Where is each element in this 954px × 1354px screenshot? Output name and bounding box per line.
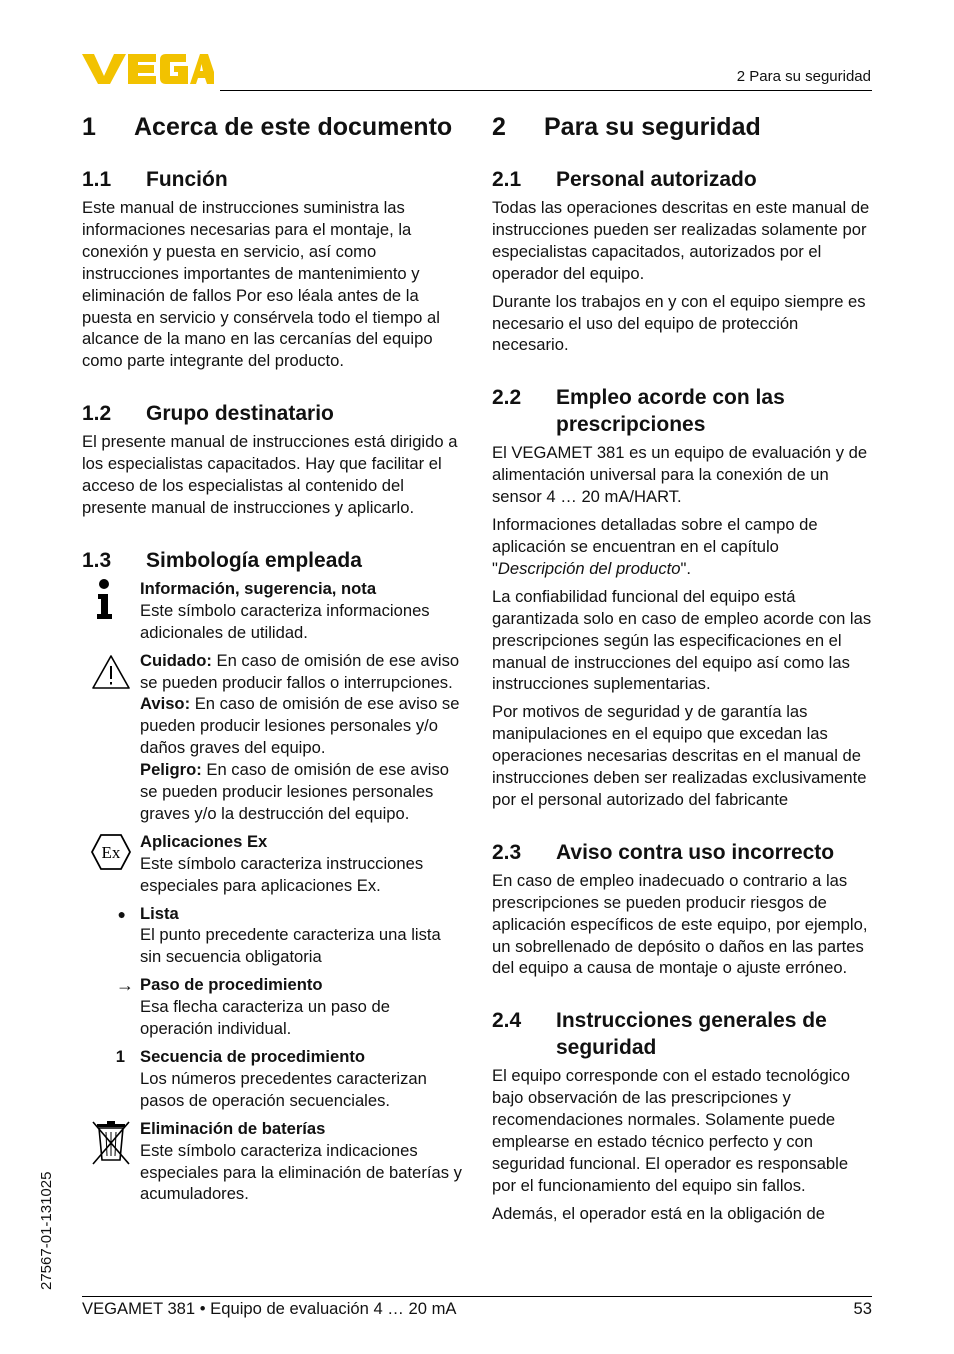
section-2-3-heading: 2.3 Aviso contra uso incorrecto (492, 840, 835, 864)
warning-triangle-icon (91, 654, 131, 690)
footer-rule (82, 1296, 872, 1297)
svg-text:Ex: Ex (101, 842, 121, 862)
section-2-4: 2.4 Instrucciones generales de seguridad El equipo corresponde con el estado tecnológico bajo observación de las prescripciones y recomendaciones normales. Solamente puede emplearse en estado técnico perfecto y con seguridad funcional. El operador es responsable por el funcionamiento del equipo sin fallos. Además, el operador está en la obligación de (492, 1007, 876, 1224)
section-1-3 (82, 547, 466, 1205)
crossed-bin-icon (91, 1120, 131, 1166)
ex-hexagon-icon (90, 833, 132, 871)
section-2-4-heading: 2.4 Instrucciones generales de seguridad (492, 1009, 827, 1060)
section-1-1 (82, 166, 466, 372)
footer-product-title: VEGAMET 381 • Equipo de evaluación 4 … 20 mA (82, 1299, 457, 1318)
section-1-1-text: Este manual de instrucciones suministra las informaciones necesarias para el montaje, la conexión y puesta en servicio, así como instrucciones importantes de mantenimiento y eliminación de fallos Por eso léala antes de la puesta en servicio y consérvela todo el tiempo al alcance de la mano en las cercanías del equipo como parte integrante del producto. (82, 198, 440, 371)
section-1-2 (82, 400, 466, 519)
section-1-2-text: El presente manual de instrucciones está dirigido a los especialistas capacitados. Hay que facilitar el acceso de los especialistas al contenido del presente manual de instrucciones y aplicarlo. (82, 432, 458, 517)
symbol-list: ● Lista El punto precedente caracteriza una lista sin secuencia obligatoria (82, 903, 466, 969)
left-column (82, 112, 466, 1211)
vega-logo (80, 50, 214, 86)
page-number: 53 (853, 1299, 872, 1318)
section-2-2-heading: 2.2 Empleo acorde con las prescripciones (492, 386, 785, 437)
chapter-2-heading: 2 Para su seguridad (492, 113, 761, 141)
product-description-reference: Informaciones detalladas sobre el campo de aplicación se encuentran en el capítulo "Descripción del producto". (492, 515, 818, 578)
symbol-sequence: 1 Secuencia de procedimiento Los números precedentes caracterizan pasos de operación secuenciales. (82, 1046, 466, 1112)
section-2-1-heading: 2.1 Personal autorizado (492, 168, 757, 191)
sequence-number-marker: 1 (115, 1047, 125, 1066)
symbol-info: Información, sugerencia, nota Este símbolo caracteriza informaciones adicionales de utilidad. (82, 578, 466, 644)
symbol-battery: Eliminación de baterías Este símbolo caracteriza indicaciones especiales para la eliminación de baterías y acumuladores. (82, 1118, 466, 1206)
symbol-ex: Ex Aplicaciones Ex Este símbolo caracteriza instrucciones especiales para aplicaciones Ex. (82, 831, 466, 897)
chapter-1-heading: 1 Acerca de este documento (82, 113, 453, 141)
section-1-2-heading: 1.2 Grupo destinatario (82, 402, 334, 426)
symbol-warning: Cuidado: En caso de omisión de ese aviso se pueden producir fallos o interrupciones. Aviso: En caso de omisión de ese aviso se pueden producir lesiones personales y/o daños graves del equipo. Peligro: En caso de omisión de ese aviso se pueden producir lesiones personales graves y/o la destrucción del equipo. (82, 650, 466, 825)
bullet-icon: ● (117, 905, 126, 922)
section-2-1: 2.1 Personal autorizado Todas las operaciones descritas en este manual de instrucciones pueden ser realizadas solamente por especialistas capacitados, autorizados por el operador del equipo. Durante los trabajos en y con el equipo siempre es necesario el uso del equipo de protección necesario. (492, 166, 876, 356)
section-2-2: 2.2 Empleo acorde con las prescripciones El VEGAMET 381 es un equipo de evaluación y de alimentación universal para la conexión de un sensor 4 … 20 mA/HART. Informaciones detalladas sobre el campo de aplicación se encuentran en el capítulo "Descripción del producto". La confiabilidad funcional del equipo está garantizada solo en caso de empleo acorde con las prescripciones según las especificaciones en el manual de instrucciones del equipo así como las instrucciones suplementarias. Por motivos de seguridad y de garantía las manipulaciones en el equipo que excedan las operaciones necesarias descritas en el manual de instrucciones deben ser realizadas exclusivamente por el personal autorizado del fabricante (492, 384, 876, 811)
section-1-3-heading: 1.3 Simbología empleada (82, 548, 362, 572)
info-icon (94, 578, 114, 620)
symbol-step: → Paso de procedimiento Esa flecha caracteriza un paso de operación individual. (82, 974, 466, 1040)
arrow-right-icon: → (116, 975, 134, 996)
header-rule (220, 90, 872, 91)
right-column (492, 112, 876, 1231)
section-2-3: 2.3 Aviso contra uso incorrecto En caso de empleo inadecuado o contrario a las prescripciones se pueden producir riesgos de aplicación específicos de este equipo, por ejemplo, un sobrellenado de depósito o daños en las partes del equipo a causa de montaje o ajuste erróneo. (492, 839, 876, 980)
document-code: 27567-01-131025 (38, 1171, 55, 1290)
header-section-label: 2 Para su seguridad (736, 68, 871, 85)
section-1-1-heading: 1.1 Función (82, 168, 228, 191)
